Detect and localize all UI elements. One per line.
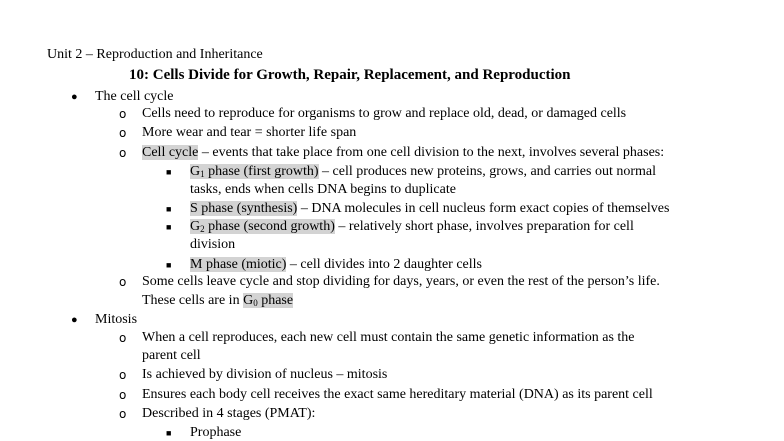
bullet-marker: ● xyxy=(71,314,78,326)
list-item-prophase: Prophase xyxy=(190,425,242,440)
sub-bullet-marker: o xyxy=(119,388,127,402)
list-item-s-phase xyxy=(190,200,669,218)
section-heading-cell-cycle: The cell cycle xyxy=(95,89,174,104)
bullet-marker: ● xyxy=(71,91,78,103)
sub-bullet-marker: o xyxy=(119,407,127,421)
sub-bullet-marker: o xyxy=(119,331,127,345)
sub-bullet-marker: o xyxy=(119,146,127,160)
list-item-four-stages: Described in 4 stages (PMAT): xyxy=(142,406,316,421)
list-item-g2-continuation: division xyxy=(190,237,236,252)
section-heading-mitosis: Mitosis xyxy=(95,312,138,327)
list-item-cells-reproduce: Cells need to reproduce for organisms to grow and replace old, dead, or damaged cells xyxy=(142,106,627,121)
definition-text: – DNA molecules in cell nucleus form exact copies of themselves xyxy=(297,201,670,216)
highlighted-term: $G_1$ phase (first growth) xyxy=(190,164,319,179)
sub-bullet-marker: o xyxy=(119,368,127,382)
sub-sub-bullet-marker: ■ xyxy=(166,222,172,232)
list-item-same-genetic-info-continuation: parent cell xyxy=(142,348,201,363)
highlighted-term: Cell cycle xyxy=(142,145,199,160)
list-item-g2-phase xyxy=(190,218,634,236)
list-item-cell-cycle-definition xyxy=(142,144,664,162)
list-item-same-genetic-info: When a cell reproduces, each new cell must contain the same genetic information as the xyxy=(142,330,635,345)
sub-sub-bullet-marker: ■ xyxy=(166,167,172,177)
list-item-division-of-nucleus: Is achieved by division of nucleus – mitosis xyxy=(142,367,388,382)
list-item-g1-continuation: tasks, ends when cells DNA begins to duplicate xyxy=(190,182,456,197)
highlighted-term: $G_0$ phase xyxy=(243,293,294,308)
list-item-hereditary-material: Ensures each body cell receives the exact same hereditary material (DNA) as its parent cell xyxy=(142,387,653,402)
definition-text: – cell produces new proteins, grows, and carries out normal xyxy=(318,164,657,179)
definition-text: – cell divides into 2 daughter cells xyxy=(286,257,482,272)
list-item-m-phase xyxy=(190,256,482,274)
sub-sub-bullet-marker: ■ xyxy=(166,260,172,270)
list-item-leave-cycle: Some cells leave cycle and stop dividing for days, years, or even the rest of the person’s life. xyxy=(142,274,660,289)
list-item-wear-and-tear: More wear and tear = shorter life span xyxy=(142,125,357,140)
list-item-g0-phase: These cells are in $G_0$ phase xyxy=(142,293,294,308)
sub-bullet-marker: o xyxy=(119,126,127,140)
list-item-g1-phase xyxy=(190,163,656,181)
sub-bullet-marker: o xyxy=(119,107,127,121)
highlighted-term: M phase (miotic) xyxy=(190,257,287,272)
highlighted-term: $G_2$ phase (second growth) xyxy=(190,219,335,234)
sub-sub-bullet-marker: ■ xyxy=(166,204,172,214)
sub-sub-bullet-marker: ■ xyxy=(166,428,172,438)
sub-bullet-marker: o xyxy=(119,275,127,289)
highlighted-term: S phase (synthesis) xyxy=(190,201,298,216)
definition-text: – relatively short phase, involves preparation for cell xyxy=(334,219,634,234)
unit-heading: Unit 2 – Reproduction and Inheritance xyxy=(47,47,263,62)
page-title: 10: Cells Divide for Growth, Repair, Replacement, and Reproduction xyxy=(129,67,571,83)
definition-text: – events that take place from one cell division to the next, involves several phases: xyxy=(198,145,665,160)
